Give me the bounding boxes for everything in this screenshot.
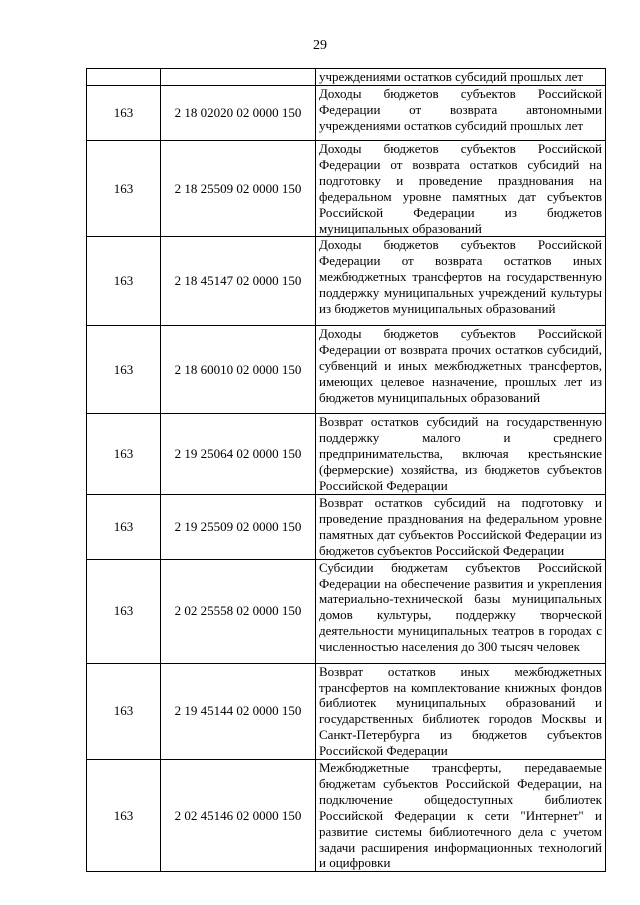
page-number: 29 (313, 38, 327, 53)
budget-code-cell: 2 18 60010 02 0000 150 (161, 326, 316, 414)
table-row (87, 494, 606, 559)
budget-code-cell: 2 19 25064 02 0000 150 (161, 414, 316, 495)
table-row (87, 663, 606, 759)
table-row (87, 414, 606, 495)
admin-code-cell (87, 69, 161, 86)
description-cell: Доходы бюджетов субъектов Российской Федерации от возврата остатков субсидий на подготовку и проведение празднования на федеральном уровне памятных дат субъектов Российской Федерации из бюджетов муниципальных образований (316, 141, 606, 237)
table-row (87, 237, 606, 326)
budget-code-cell: 2 18 45147 02 0000 150 (161, 237, 316, 326)
table-row-continuation (87, 69, 606, 86)
description-cell: Доходы бюджетов субъектов Российской Федерации от возврата автономными учреждениями остатков субсидий прошлых лет (316, 86, 606, 141)
table-row (87, 86, 606, 141)
admin-code-cell: 163 (87, 760, 161, 872)
budget-code-cell: 2 02 25558 02 0000 150 (161, 559, 316, 663)
budget-code-cell: 2 18 02020 02 0000 150 (161, 86, 316, 141)
description-cell: Возврат остатков иных межбюджетных трансфертов на комплектование книжных фондов библиотек муниципальных образований и государственных библиотек городов Москвы и Санкт-Петербурга из бюджетов субъектов Российской Федерации (316, 663, 606, 759)
budget-code-cell: 2 19 25509 02 0000 150 (161, 494, 316, 559)
admin-code-cell: 163 (87, 559, 161, 663)
description-cell: Возврат остатков субсидий на государственную поддержку малого и среднего предпринимательства, включая крестьянские (фермерские) хозяйства, из бюджетов субъектов Российской Федерации (316, 414, 606, 495)
table-row (87, 559, 606, 663)
admin-code-cell: 163 (87, 414, 161, 495)
description-cell: Доходы бюджетов субъектов Российской Федерации от возврата остатков иных межбюджетных трансфертов на государственную поддержку муниципальных учреждений культуры из бюджетов муниципальных образований (316, 237, 606, 326)
admin-code-cell: 163 (87, 663, 161, 759)
budget-code-cell (161, 69, 316, 86)
table-row (87, 141, 606, 237)
admin-code-cell: 163 (87, 326, 161, 414)
budget-code-cell: 2 19 45144 02 0000 150 (161, 663, 316, 759)
admin-code-cell: 163 (87, 237, 161, 326)
budget-code-cell: 2 02 45146 02 0000 150 (161, 760, 316, 872)
description-cell: учреждениями остатков субсидий прошлых лет (316, 69, 606, 86)
description-cell: Субсидии бюджетам субъектов Российской Федерации на обеспечение развития и укрепления материально-технической базы муниципальных домов культуры, поддержку творческой деятельности муниципальных театров в городах с численностью населения до 300 тысяч человек (316, 559, 606, 663)
admin-code-cell: 163 (87, 86, 161, 141)
budget-code-cell: 2 18 25509 02 0000 150 (161, 141, 316, 237)
table-row (87, 326, 606, 414)
admin-code-cell: 163 (87, 494, 161, 559)
description-cell: Доходы бюджетов субъектов Российской Федерации от возврата прочих остатков субсидий, субвенций и иных межбюджетных трансфертов, имеющих целевое назначение, прошлых лет из бюджетов муниципальных образований (316, 326, 606, 414)
table-row (87, 760, 606, 872)
description-cell: Межбюджетные трансферты, передаваемые бюджетам субъектов Российской Федерации, на подключение общедоступных библиотек Российской Федерации к сети "Интернет" и развитие системы библиотечного дела с учетом задачи расширения информационных технологий и оцифровки (316, 760, 606, 872)
budget-classification-table (86, 68, 606, 872)
table-body (87, 69, 606, 872)
description-cell: Возврат остатков субсидий на подготовку и проведение празднования на федеральном уровне памятных дат субъектов Российской Федерации из бюджетов субъектов Российской Федерации (316, 494, 606, 559)
admin-code-cell: 163 (87, 141, 161, 237)
